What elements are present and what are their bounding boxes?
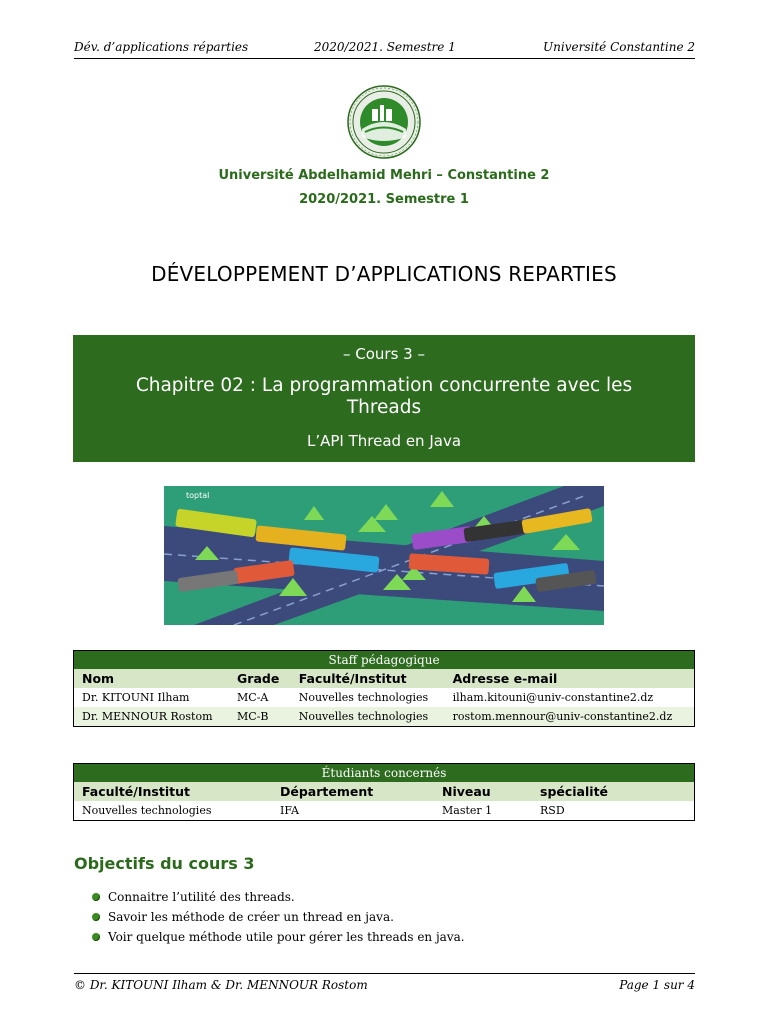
table-cell: Dr. MENNOUR Rostom [74, 707, 230, 727]
table-row [74, 801, 695, 821]
objectives-title: Objectifs du cours 3 [74, 854, 255, 873]
column-header: Département [272, 782, 434, 801]
column-header: Grade [229, 669, 291, 688]
staff-table-caption: Staff pédagogique [74, 651, 695, 670]
course-title: DÉVELOPPEMENT D’APPLICATIONS REPARTIES [151, 262, 617, 286]
table-header-row [74, 782, 695, 801]
column-header: Faculté/Institut [291, 669, 445, 688]
header-university: Université Constantine 2 [543, 40, 695, 54]
table-cell: MC-A [237, 691, 269, 704]
table-cell: Dr. KITOUNI Ilham [82, 691, 190, 704]
email-cell[interactable]: rostom.mennour@univ-constantine2.dz [445, 707, 695, 727]
list-item [92, 928, 465, 948]
students-table-caption: Étudiants concernés [74, 764, 695, 783]
header-semester: 2020/2021. Semestre 1 [314, 40, 456, 54]
table-row [74, 707, 695, 727]
table-cell: RSD [540, 804, 565, 817]
semester-line: 2020/2021. Semestre 1 [299, 192, 469, 207]
table-cell: MC-B [229, 707, 291, 727]
header-divider [74, 58, 695, 59]
staff-table [73, 650, 695, 727]
email-cell[interactable]: ilham.kitouni@univ-constantine2.dz [452, 691, 654, 704]
threads-illustration [164, 486, 604, 625]
university-name: Université Abdelhamid Mehri – Constantine 2 [218, 168, 550, 183]
toptal-brand: toptal [186, 491, 210, 500]
table-cell: IFA [280, 804, 299, 817]
column-header: spécialité [532, 782, 695, 801]
column-header: Adresse e-mail [445, 669, 695, 688]
table-cell: Master 1 [442, 804, 493, 817]
university-logo [347, 85, 421, 159]
list-item [92, 888, 465, 908]
column-header: Faculté/Institut [74, 782, 273, 801]
list-item [92, 908, 465, 928]
page-header [74, 40, 695, 58]
column-header: Nom [74, 669, 230, 688]
chapter-subtitle: L’API Thread en Java [306, 432, 462, 450]
footer-divider [74, 973, 695, 974]
table-header-row [74, 669, 695, 688]
table-row [74, 688, 695, 707]
objective-text: Savoir les méthode de créer un thread en java. [108, 910, 394, 924]
cours-number: – Cours 3 – [343, 345, 425, 363]
header-course-name: Dév. d’applications réparties [74, 40, 249, 54]
chapter-banner [73, 335, 695, 462]
objectives-list [92, 888, 465, 948]
objective-text: Voir quelque méthode utile pour gérer les threads en java. [108, 930, 465, 944]
students-table [73, 763, 695, 821]
footer-authors: © Dr. KITOUNI Ilham & Dr. MENNOUR Rostom [74, 978, 368, 992]
objective-text: Connaitre l’utilité des threads. [108, 890, 295, 904]
page-footer [74, 978, 695, 996]
column-header: Niveau [434, 782, 532, 801]
bullet-icon [92, 933, 100, 941]
bullet-icon [92, 913, 100, 921]
page-number: Page 1 sur 4 [619, 978, 695, 992]
bullet-icon [92, 893, 100, 901]
table-cell: Nouvelles technologies [298, 691, 429, 704]
chapter-title: Chapitre 02 : La programmation concurrente avec les Threads [135, 375, 633, 418]
table-cell: Nouvelles technologies [82, 804, 212, 817]
table-cell: Nouvelles technologies [291, 707, 445, 727]
